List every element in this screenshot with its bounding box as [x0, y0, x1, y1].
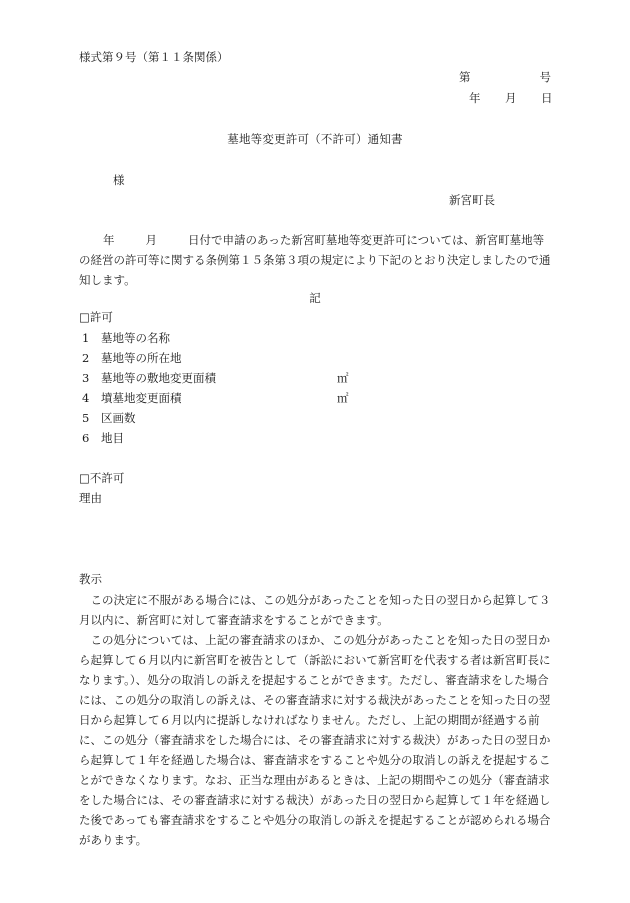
item-number: 4 [82, 391, 90, 405]
item-label: 墓地等の名称 [101, 331, 170, 345]
item-label: 墓地等の所在地 [101, 351, 182, 365]
date-day: 日 [541, 91, 553, 105]
notice-paragraph: この決定に不服がある場合には、この処分があったことを知った日の翌日から起算して３月以内に、新宮町に対して審査請求をすることができます。 [79, 593, 551, 627]
item-number: 3 [82, 371, 90, 385]
denial-heading: □不許可 [79, 471, 125, 485]
recipient-label: 様 [113, 173, 125, 187]
item-unit: ㎡ [337, 391, 349, 405]
body-year: 年 [103, 233, 115, 247]
item-label: 地目 [101, 431, 124, 445]
form-label: 様式第９号（第１１条関係） [79, 50, 229, 64]
item-unit: ㎡ [337, 371, 349, 385]
number-prefix: 第 [459, 70, 471, 84]
item-number: 6 [82, 431, 90, 445]
body-paragraph [79, 230, 553, 290]
page-title: 墓地等変更許可（不許可）通知書 [227, 132, 403, 146]
date-month: 月 [505, 91, 517, 105]
body-text: 日付で申請のあった新宮町墓地等変更許可については、新宮町墓地等の経営の許可等に関する条例第１５条第３項の規定により下記のとおり決定しましたので通知します。 [79, 233, 551, 287]
permit-heading: □許可 [79, 310, 113, 324]
item-label: 墳墓地変更面積 [101, 391, 182, 405]
reason-label: 理由 [79, 491, 102, 505]
item-number: 2 [82, 351, 90, 365]
notice-heading: 教示 [79, 572, 102, 586]
item-label: 墓地等の敷地変更面積 [101, 371, 216, 385]
date-year: 年 [469, 91, 481, 105]
number-suffix: 号 [539, 70, 551, 84]
sender-label: 新宮町長 [449, 193, 495, 207]
ki-heading: 記 [309, 291, 321, 305]
body-month: 月 [145, 233, 157, 247]
notice-paragraph: この処分については、上記の審査請求のほか、この処分があったことを知った日の翌日から起算して６月以内に新宮町を被告として（訴訟において新宮町を代表する者は新宮町長になります。）、処分の取消しの訴えを提起することができます。ただし、審査請求をした場合には、この処分の取消しの訴えは、その審査請求に対する裁決があったことを知った日の翌日から起算して６月以内に提訴しなければなりません。ただし、上記の期間が経過する前に、この処分（審査請求をした場合には、その審査請求に対する裁決）があった日の翌日から起算して１年を経過した場合は、審査請求をすることや処分の取消しの訴えを提起することができなくなります。なお、正当な理由があるときは、上記の期間やこの処分（審査請求をした場合には、その審査請求に対する裁決）があった日の翌日から起算して１年を経過した後であっても審査請求をすることや処分の取消しの訴えを提起することが認められる場合があります。 [79, 633, 551, 847]
notice-body [79, 590, 555, 850]
item-label: 区画数 [101, 411, 136, 425]
item-number: 5 [82, 411, 90, 425]
item-number: 1 [82, 331, 90, 345]
